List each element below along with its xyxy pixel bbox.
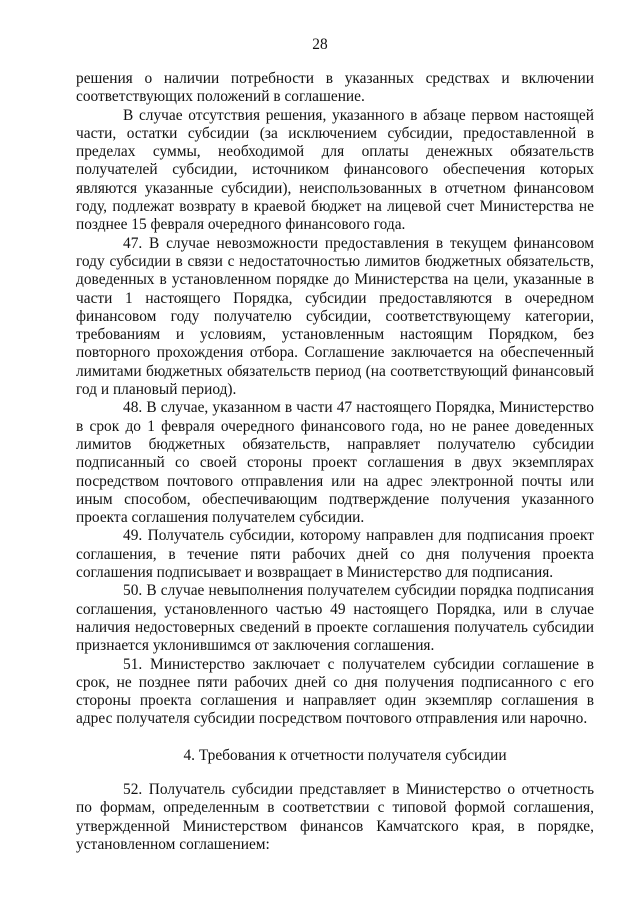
paragraph-52: 52. Получатель субсидии представляет в Министерство о отчетность по формам, определенным в соответствии с типовой формой соглашения, утвержденной Министерством финансов Камчатского края, в порядке, установленном соглашением: <box>76 780 594 853</box>
paragraph-50: 50. В случае невыполнения получателем субсидии порядка подписания соглашения, установленного частью 49 настоящего Порядка, или в случае наличия недостоверных сведений в проекте соглашения получатель субсидии признается уклонившимся от заключения соглашения. <box>76 582 594 655</box>
paragraph-continuation: решения о наличии потребности в указанных средствах и включении соответствующих положений в соглашение. <box>76 70 594 106</box>
paragraph-49: 49. Получатель субсидии, которому направлен для подписания проект соглашения, в течение пяти рабочих дней со дня получения проекта соглашения подписывает и возвращает в Министерство для подписания. <box>76 527 594 582</box>
section-heading: 4. Требования к отчетности получателя субсидии <box>183 746 507 764</box>
document-body <box>76 70 594 854</box>
paragraph-51: 51. Министерство заключает с получателем субсидии соглашение в срок, не позднее пяти рабочих дней со дня получения подписанного с его стороны проекта соглашения и направляет один экземпляр соглашения в адрес получателя субсидии посредством почтового отправления или нарочно. <box>76 655 594 728</box>
paragraph-48: 48. В случае, указанном в части 47 настоящего Порядка, Министерство в срок до 1 февраля очередного финансового года, но не ранее доведенных лимитов бюджетных обязательств, направляет получателю субсидии подписанный со своей стороны проект соглашения в двух экземплярах посредством почтового отправления или на адрес электронной почты или иным способом, обеспечивающим подтверждение получения указанного проекта соглашения получателем субсидии. <box>76 399 594 527</box>
paragraph-47: 47. В случае невозможности предоставления в текущем финансовом году субсидии в связи с недостаточностью лимитов бюджетных обязательств, доведенных в установленном порядке до Министерства на цели, указанные в части 1 настоящего Порядка, субсидии предоставляются в очередном финансовом году получателю субсидии, соответствующему категории, требованиям и условиям, установленным настоящим Порядком, без повторного прохождения отбора. Соглашение заключается на обеспеченный лимитами бюджетных обязательств период (на соответствующий финансовый год и плановый период). <box>76 234 594 399</box>
paragraph-unused-balance: В случае отсутствия решения, указанного в абзаце первом настоящей части, остатки субсидии (за исключением субсидии, предоставленной в пределах суммы, необходимой для оплаты денежных обязательств получателей субсидии, источником финансового обеспечения которых являются указанные субсидии), неиспользованных в отчетном финансовом году, подлежат возврату в краевой бюджет на лицевой счет Министерства не позднее 15 февраля очередного финансового года. <box>76 106 594 234</box>
page-number: 28 <box>312 36 328 53</box>
